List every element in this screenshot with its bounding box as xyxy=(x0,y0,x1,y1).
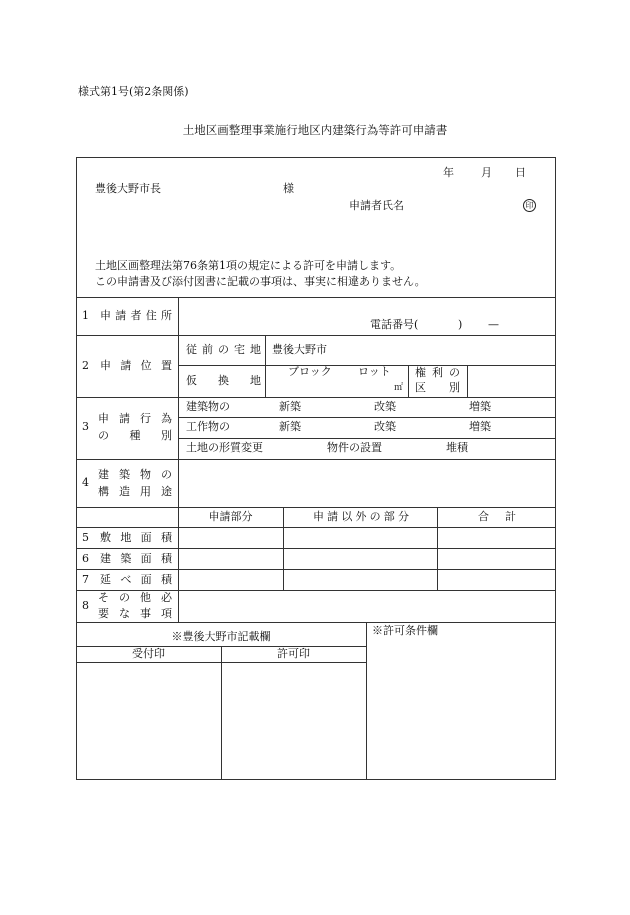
label-character: 他 xyxy=(140,591,151,604)
option-new-construction: 新築 xyxy=(279,420,301,433)
row-divider xyxy=(76,527,556,528)
stamp-column-divider xyxy=(221,646,222,780)
label-character: の xyxy=(369,510,381,523)
label-character: 積 xyxy=(160,531,172,544)
form-number: 様式第1号(第2条関係) xyxy=(78,85,189,98)
label-character: 築 xyxy=(120,552,132,565)
row-divider xyxy=(76,397,556,398)
column-header-applied-part: 申請部分 xyxy=(208,510,253,523)
label-character: 外 xyxy=(355,510,367,523)
label-character: 延 xyxy=(100,573,111,586)
row-number: 3 xyxy=(82,420,89,433)
label-character: 用 xyxy=(140,485,151,498)
label-character: 権 xyxy=(415,366,426,379)
label-character: 換 xyxy=(218,374,229,387)
rights-label-line xyxy=(415,366,460,380)
label-character: 途 xyxy=(161,485,172,498)
block-label: ブロック xyxy=(288,365,332,378)
label-character: 敷 xyxy=(100,531,111,544)
row-number: 6 xyxy=(82,552,89,565)
label-character: 項 xyxy=(161,607,172,620)
option-object-installation: 物件の設置 xyxy=(327,441,382,454)
location-column-divider xyxy=(265,335,266,397)
label-character: 請 xyxy=(327,510,339,523)
row-number: 1 xyxy=(82,309,89,322)
label-character: 分 xyxy=(397,510,409,523)
label-character: 地 xyxy=(250,374,261,387)
area-column-divider xyxy=(283,507,284,590)
row-number: 8 xyxy=(82,599,89,612)
former-lot-value: 豊後大野市 xyxy=(272,343,327,356)
label-character: そ xyxy=(98,591,109,604)
total-floor-area-label xyxy=(100,573,172,587)
label-character: 別 xyxy=(449,381,460,394)
label-character: 区 xyxy=(415,381,426,394)
applicant-name-label: 申請者氏名 xyxy=(349,199,404,212)
label-character: 必 xyxy=(161,591,172,604)
declaration-line: 土地区画整理法第76条第1項の規定による許可を申請します。 xyxy=(95,259,402,272)
option-extension: 増築 xyxy=(469,400,491,413)
label-character: の xyxy=(119,591,130,604)
label-character: 請 xyxy=(115,309,127,322)
label-character: 請 xyxy=(120,359,132,372)
row-number: 2 xyxy=(82,359,89,372)
label-character: 申 xyxy=(98,412,109,425)
label-character: 築 xyxy=(119,468,130,481)
label-character: 面 xyxy=(140,531,152,544)
lot-label: ロット xyxy=(358,365,391,378)
label-character: 種 xyxy=(129,429,141,442)
option-new-construction: 新築 xyxy=(279,400,301,413)
label-character: 行 xyxy=(140,412,151,425)
label-character: 構 xyxy=(98,485,109,498)
label-character: 計 xyxy=(505,510,516,523)
phone-label: 電話番号( xyxy=(370,318,419,331)
phone-close-paren: ) xyxy=(458,318,463,331)
seal-mark: 印 xyxy=(523,199,536,212)
option-reconstruction: 改築 xyxy=(374,400,396,413)
label-character: 位 xyxy=(140,359,152,372)
approval-stamp-label: 許可印 xyxy=(277,647,310,660)
label-character: の xyxy=(449,366,460,379)
option-land-alteration: 土地の形質変更 xyxy=(186,441,263,454)
label-character: 部 xyxy=(383,510,395,523)
location-column-divider xyxy=(467,365,468,397)
approval-conditions-label: ※許可条件欄 xyxy=(372,624,438,637)
row-number: 4 xyxy=(82,476,89,489)
row-number: 7 xyxy=(82,573,89,586)
label-character: 置 xyxy=(160,359,172,372)
label-character: 請 xyxy=(119,412,130,425)
label-character: な xyxy=(119,607,130,620)
label-character: 従 xyxy=(186,343,197,356)
header-divider xyxy=(76,297,556,298)
label-character: 仮 xyxy=(186,374,197,387)
location-column-divider xyxy=(408,365,409,397)
area-column-divider xyxy=(437,507,438,590)
label-character: 者 xyxy=(130,309,142,322)
date-year-label: 年 xyxy=(443,166,454,179)
label-character: 合 xyxy=(478,510,489,523)
column-header-other-part xyxy=(313,510,409,524)
label-character: 積 xyxy=(160,552,172,565)
site-area-label xyxy=(100,531,172,545)
label-character: 利 xyxy=(432,366,443,379)
option-extension: 増築 xyxy=(469,420,491,433)
label-character: の xyxy=(218,343,229,356)
row-divider xyxy=(76,569,556,570)
label-character: 宅 xyxy=(234,343,245,356)
row-divider xyxy=(76,548,556,549)
row-divider xyxy=(76,622,556,623)
sub-row-divider xyxy=(178,417,556,418)
label-character: 事 xyxy=(140,607,151,620)
row-divider xyxy=(76,459,556,460)
rights-label-line xyxy=(415,381,460,395)
label-character: 申 xyxy=(100,359,111,372)
building-area-label xyxy=(100,552,172,566)
label-character: 積 xyxy=(160,573,172,586)
label-character: 別 xyxy=(161,429,172,442)
label-character: の xyxy=(161,468,172,481)
building-subject: 建築物の xyxy=(186,400,230,413)
label-character: 要 xyxy=(98,607,109,620)
label-character: 以 xyxy=(341,510,353,523)
label-character: 建 xyxy=(100,552,111,565)
phone-dash: — xyxy=(488,318,499,331)
label-character: 前 xyxy=(202,343,213,356)
honorific: 様 xyxy=(283,182,294,195)
other-matters-label-line xyxy=(98,607,172,621)
structure-subject: 工作物の xyxy=(186,420,230,433)
label-character: 所 xyxy=(161,309,172,322)
label-character: 面 xyxy=(140,552,152,565)
label-character: 申 xyxy=(313,510,324,523)
label-character: 建 xyxy=(98,468,109,481)
label-character: べ xyxy=(120,573,132,586)
label-character: の xyxy=(98,429,109,442)
row-number: 5 xyxy=(82,531,89,544)
former-lot-label xyxy=(186,343,261,357)
addressee: 豊後大野市長 xyxy=(95,182,161,195)
option-stockpiling: 堆積 xyxy=(446,441,468,454)
date-day-label: 日 xyxy=(515,166,526,179)
action-type-label-line xyxy=(98,429,172,443)
form-title: 土地区画整理事業施行地区内建築行為等許可申請書 xyxy=(182,123,448,137)
provisional-lot-label xyxy=(186,374,261,388)
label-character: 地 xyxy=(250,343,261,356)
other-matters-label-line xyxy=(98,591,172,605)
label-character: 為 xyxy=(161,412,172,425)
date-month-label: 月 xyxy=(481,166,492,179)
option-reconstruction: 改築 xyxy=(374,420,396,433)
row-divider xyxy=(76,507,556,508)
receipt-stamp-label: 受付印 xyxy=(132,647,165,660)
row-divider xyxy=(76,335,556,336)
column-header-total xyxy=(478,510,516,524)
declaration-line: この申請書及び添付図書に記載の事項は、事実に相違ありません。 xyxy=(95,275,426,288)
label-column-divider xyxy=(178,297,179,622)
location-label xyxy=(100,359,172,373)
label-character: 地 xyxy=(120,531,132,544)
label-character: 面 xyxy=(140,573,152,586)
building-use-label-line xyxy=(98,485,172,499)
label-character: 物 xyxy=(140,468,151,481)
building-use-label-line xyxy=(98,468,172,482)
applicant-address-label xyxy=(100,309,172,323)
label-character: 申 xyxy=(100,309,111,322)
area-unit: ㎡ xyxy=(394,383,404,393)
bottom-section-divider xyxy=(366,622,367,780)
label-character: 住 xyxy=(145,309,157,322)
sub-row-divider xyxy=(178,438,556,439)
action-type-label-line xyxy=(98,412,172,426)
office-use-title: ※豊後大野市記載欄 xyxy=(171,630,271,643)
label-character: 造 xyxy=(119,485,130,498)
